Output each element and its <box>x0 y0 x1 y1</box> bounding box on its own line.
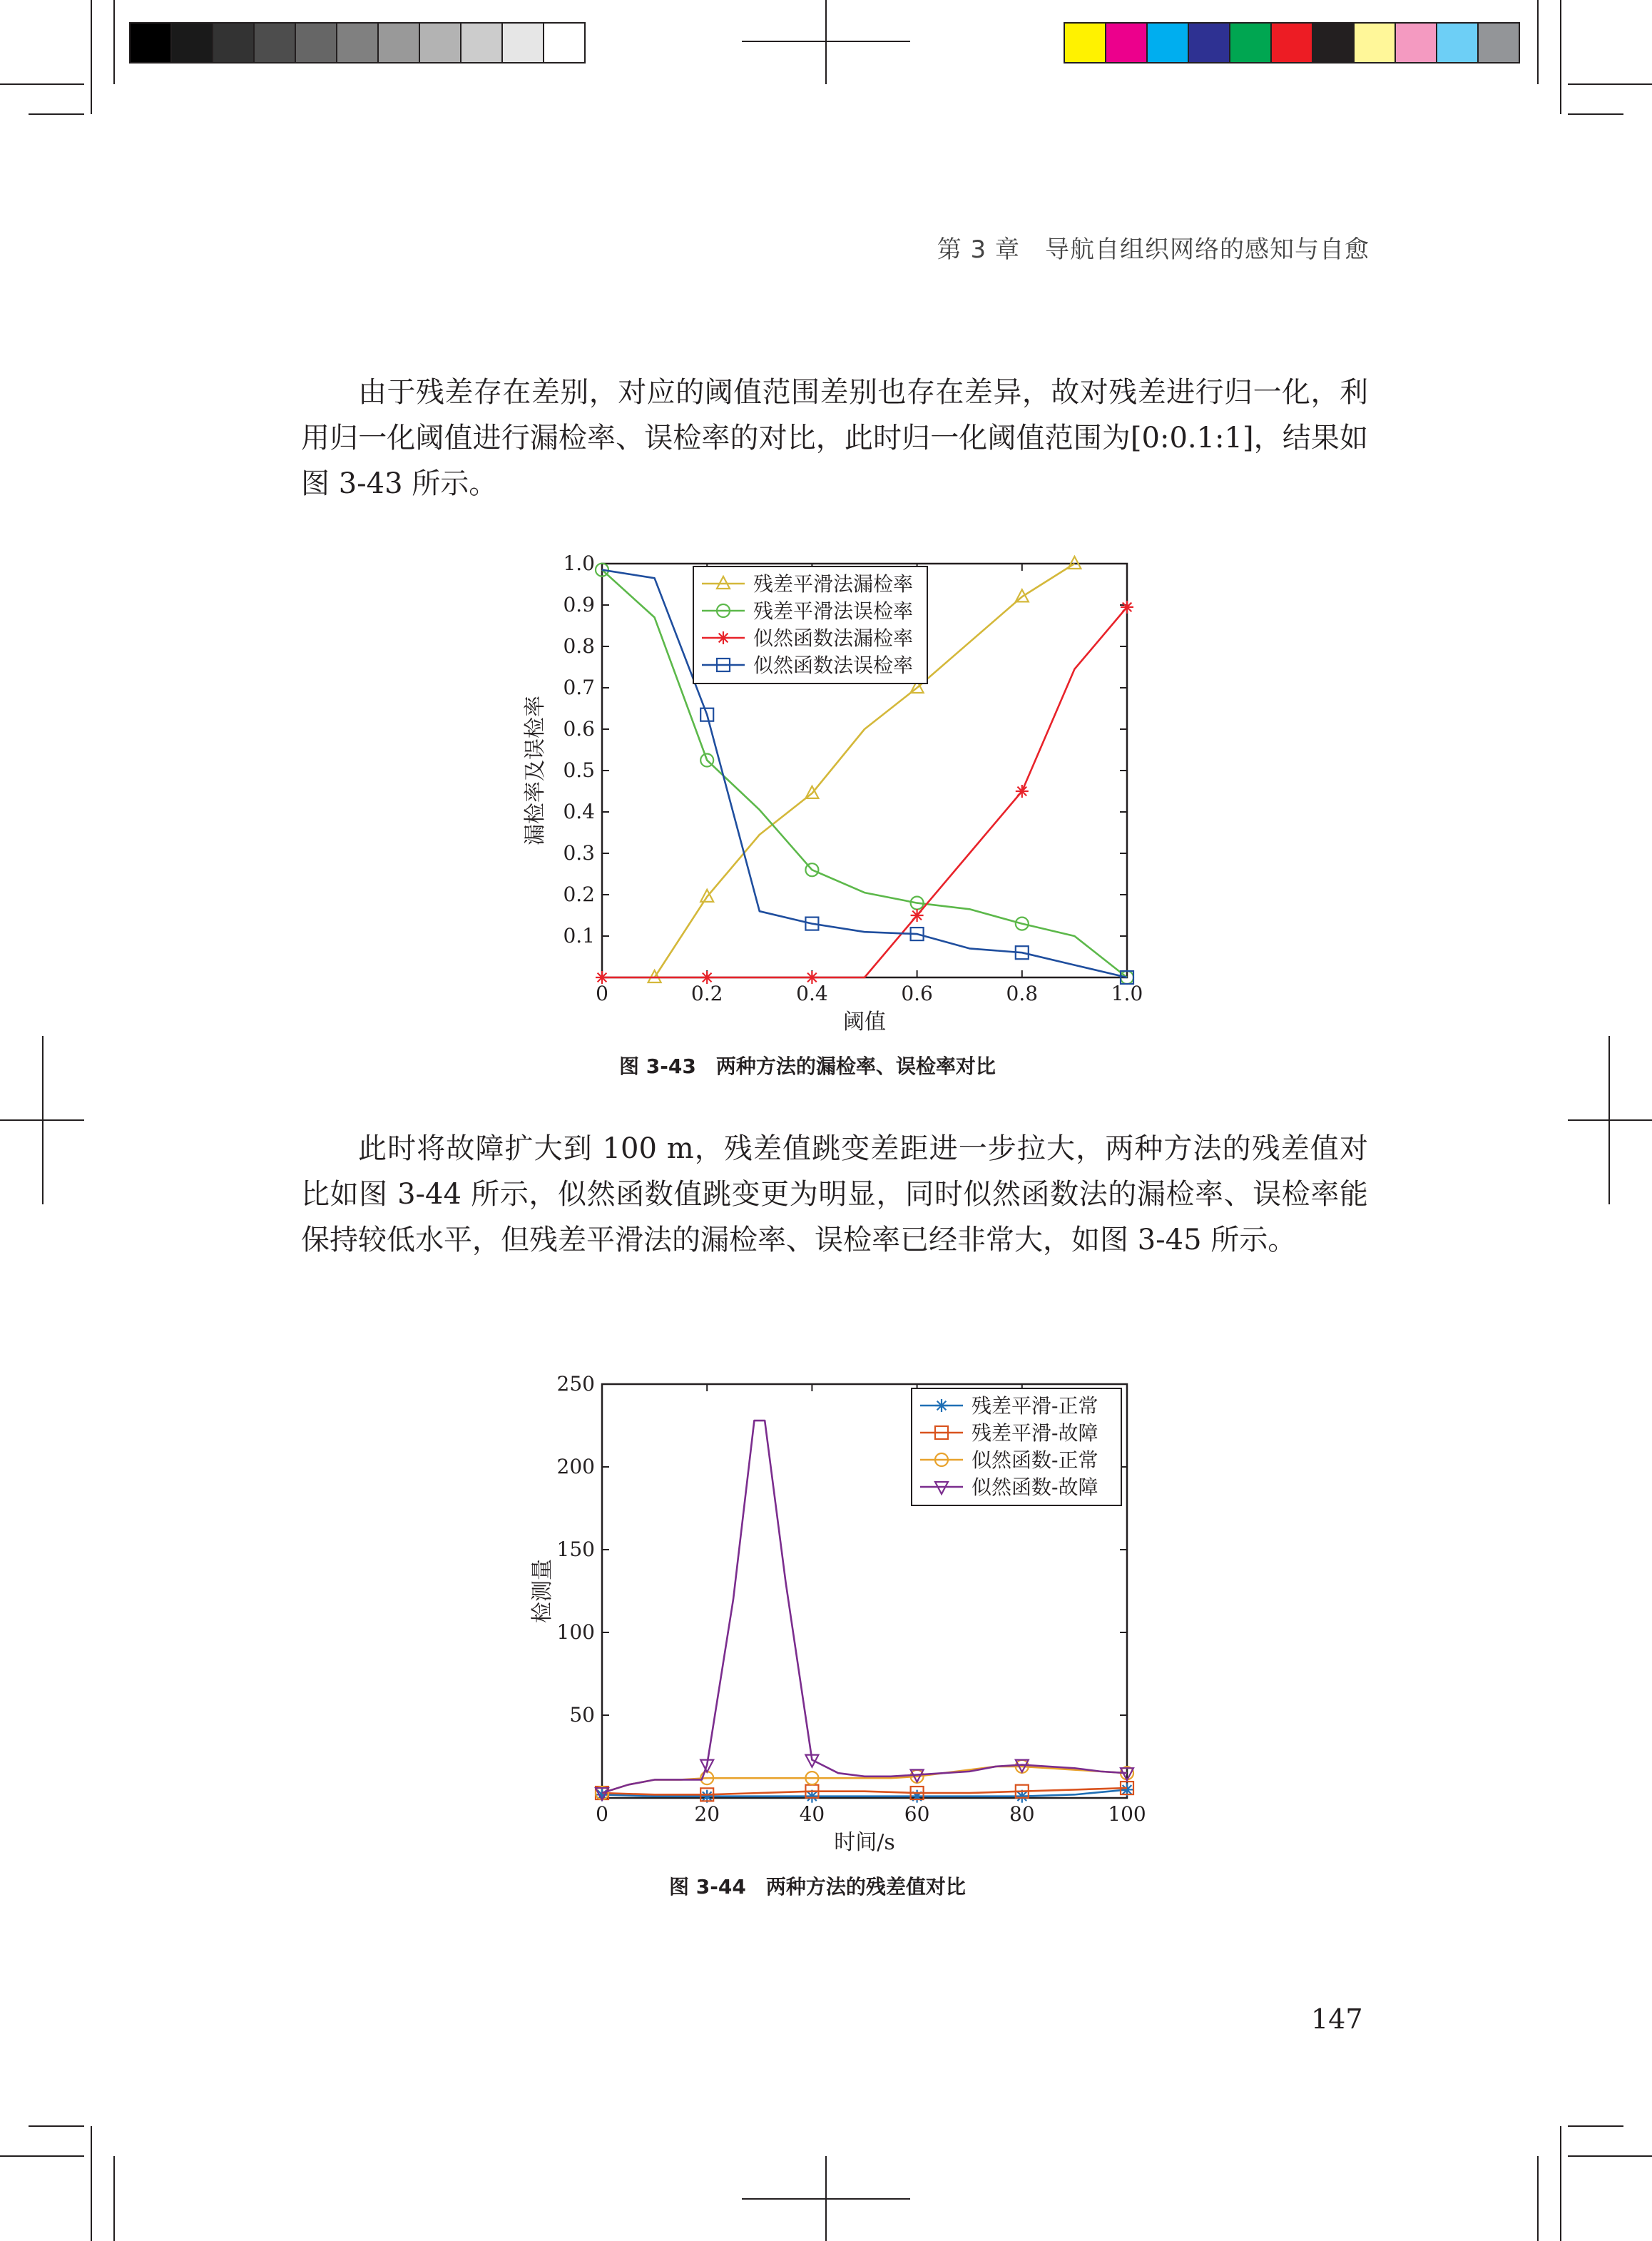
gray-swatch <box>502 23 544 63</box>
gray-swatch <box>295 23 337 63</box>
y-tick-label: 0.9 <box>563 593 595 616</box>
grayscale-calibration-bar <box>130 23 585 63</box>
color-calibration-bar <box>1064 23 1519 63</box>
running-header: 第 3 章 导航自组织网络的感知与自愈 <box>937 235 1370 264</box>
x-tick-label: 0 <box>596 1802 608 1826</box>
y-tick-label: 0.3 <box>563 841 595 865</box>
x-tick-label: 100 <box>1108 1802 1146 1826</box>
y-tick-label: 1.0 <box>563 552 595 575</box>
data-point <box>596 971 608 984</box>
x-tick-label: 0 <box>596 982 608 1005</box>
color-swatch <box>1437 23 1478 63</box>
figure-3-43-caption: 图 3-43 两种方法的漏检率、误检率对比 <box>619 1055 996 1078</box>
gray-swatch <box>544 23 585 63</box>
series-line <box>602 1788 1127 1794</box>
x-tick-label: 40 <box>799 1802 825 1826</box>
data-point <box>805 971 818 984</box>
figure-3-44-chart <box>499 1363 1156 1862</box>
x-tick-label: 0.2 <box>690 982 723 1005</box>
color-swatch <box>1271 23 1312 63</box>
y-tick-label: 0.1 <box>563 924 595 947</box>
data-point <box>911 909 924 922</box>
legend-label: 残差平滑法误检率 <box>753 599 914 623</box>
page-number: 147 <box>1311 2003 1363 2035</box>
paragraph-2 <box>301 1126 1368 1263</box>
legend-label: 残差平滑-正常 <box>972 1394 1098 1418</box>
gray-swatch <box>254 23 295 63</box>
paragraph-2-text: 此时将故障扩大到 100 m，残差值跳变差距进一步拉大，两种方法的残差值对比如图 3-44 所示，似然函数值跳变更为明显，同时似然函数法的漏检率、误检率能保持较低水平，但残差平滑法的漏检率、误检率已经非常大，如图 3-45 所示。 <box>301 1132 1368 1256</box>
y-tick-label: 100 <box>556 1620 595 1644</box>
y-tick-label: 0.4 <box>563 800 595 823</box>
gray-swatch <box>419 23 461 63</box>
x-tick-label: 0.8 <box>1006 982 1039 1005</box>
legend-label: 似然函数-故障 <box>972 1475 1098 1499</box>
gray-swatch <box>337 23 378 63</box>
paragraph-1-text: 由于残差存在差别，对应的阈值范围差别也存在差异，故对残差进行归一化，利用归一化阈值进行漏检率、误检率的对比，此时归一化阈值范围为[0:0.1:1]，结果如图 3-43 所示。 <box>301 376 1368 500</box>
figure-3-44-caption: 图 3-44 两种方法的残差值对比 <box>669 1875 966 1899</box>
color-swatch <box>1188 23 1230 63</box>
x-tick-label: 60 <box>904 1802 930 1826</box>
series-group <box>596 1783 1133 1802</box>
paragraph-1 <box>301 370 1368 507</box>
gray-swatch <box>461 23 502 63</box>
color-swatch <box>1312 23 1354 63</box>
data-point <box>1121 601 1133 614</box>
gray-swatch <box>378 23 419 63</box>
data-point <box>700 971 713 984</box>
color-swatch <box>1395 23 1437 63</box>
color-swatch <box>1064 23 1106 63</box>
y-tick-label: 150 <box>556 1538 595 1561</box>
color-swatch <box>1478 23 1519 63</box>
data-point <box>717 631 730 644</box>
legend-label: 残差平滑法漏检率 <box>753 572 914 596</box>
data-point <box>911 1790 924 1803</box>
color-swatch <box>1230 23 1271 63</box>
y-tick-label: 200 <box>556 1455 595 1478</box>
y-tick-label: 50 <box>569 1703 595 1727</box>
gray-swatch <box>171 23 213 63</box>
x-tick-label: 20 <box>694 1802 720 1826</box>
y-axis-label: 漏检率及误检率 <box>523 696 548 845</box>
gray-swatch <box>130 23 171 63</box>
y-tick-label: 0.8 <box>563 634 595 658</box>
y-tick-label: 0.7 <box>563 676 595 699</box>
figure-3-43-chart <box>499 542 1156 1042</box>
data-point <box>1016 785 1029 798</box>
color-swatch <box>1354 23 1395 63</box>
x-tick-label: 80 <box>1009 1802 1035 1826</box>
y-tick-label: 0.6 <box>563 717 595 741</box>
color-swatch <box>1106 23 1147 63</box>
x-axis-label: 阈值 <box>843 1010 886 1035</box>
color-swatch <box>1147 23 1188 63</box>
x-axis-label: 时间/s <box>834 1830 895 1855</box>
x-tick-label: 0.6 <box>901 982 933 1005</box>
legend-label: 似然函数法漏检率 <box>753 626 914 650</box>
gray-swatch <box>213 23 254 63</box>
y-tick-label: 0.2 <box>563 883 595 906</box>
x-tick-label: 0.4 <box>796 982 828 1005</box>
y-tick-label: 250 <box>556 1372 595 1396</box>
x-tick-label: 1.0 <box>1111 982 1143 1005</box>
y-tick-label: 0.5 <box>563 758 595 782</box>
y-axis-label: 检测量 <box>530 1559 555 1623</box>
data-point <box>935 1399 948 1412</box>
legend-label: 残差平滑-故障 <box>972 1421 1098 1445</box>
legend-label: 似然函数法误检率 <box>753 654 914 677</box>
legend-label: 似然函数-正常 <box>972 1448 1098 1472</box>
